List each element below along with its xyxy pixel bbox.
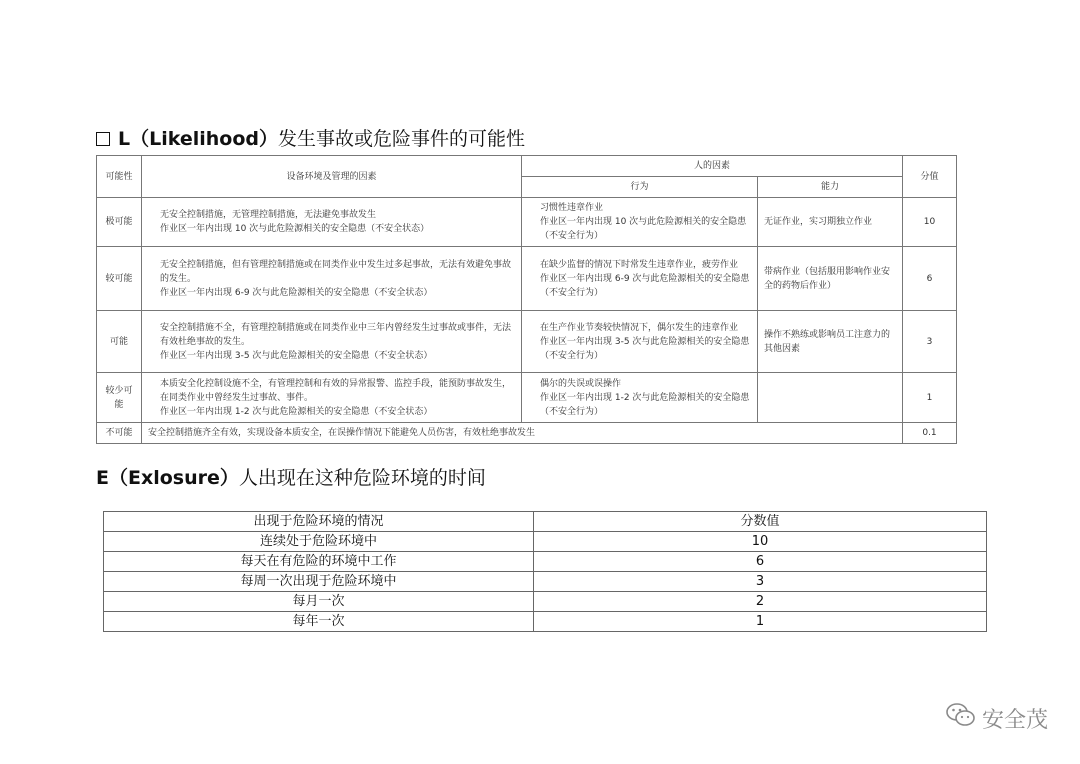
row-score: 2 — [534, 592, 987, 612]
environment-line: 作业区一年内出现 10 次与此危险源相关的安全隐患（不安全状态） — [160, 224, 430, 234]
row-level: 可能 — [97, 311, 142, 373]
checkbox-icon — [96, 132, 110, 146]
behavior-line: 作业区一年内出现 10 次与此危险源相关的安全隐患（不安全行为） — [540, 217, 747, 241]
row-score: 1 — [534, 612, 987, 632]
header-behavior: 行为 — [522, 177, 758, 198]
row-level: 较可能 — [97, 247, 142, 311]
environment-line: 作业区一年内出现 1-2 次与此危险源相关的安全隐患（不安全状态） — [160, 406, 433, 417]
section-l-title-latin: L（Likelihood） — [118, 128, 278, 150]
row-environment: 安全控制措施齐全有效，实现设备本质安全，在误操作情况下能避免人员伤害，有效杜绝事故发生 — [142, 423, 903, 444]
behavior-line: 在缺少监督的情况下时常发生违章作业，疲劳作业 — [540, 259, 739, 270]
section-e-title-latin: E（Exlosure） — [96, 467, 239, 489]
section-e-title-zh: 人出现在这种危险环境的时间 — [238, 467, 486, 489]
section-l-title-zh: 发生事故或危险事件的可能性 — [278, 128, 526, 150]
table-row — [97, 198, 957, 247]
row-ability — [758, 373, 903, 423]
row-score: 6 — [903, 247, 957, 311]
row-score: 3 — [534, 572, 987, 592]
header-score: 分数值 — [534, 512, 987, 532]
behavior-line: 作业区一年内出现 3-5 次与此危险源相关的安全隐患（不安全行为） — [540, 336, 750, 361]
row-environment — [142, 373, 522, 423]
row-behavior — [522, 247, 758, 311]
row-situation: 每周一次出现于危险环境中 — [104, 572, 534, 592]
row-score: 6 — [534, 552, 987, 572]
row-score: 3 — [903, 311, 957, 373]
table-row — [97, 373, 957, 423]
environment-line: 安全控制措施不全，有管理控制措施或在同类作业中三年内曾经发生过事故或事件，无法有效杜绝事故的发生。 — [160, 322, 512, 347]
header-ability: 能力 — [758, 177, 903, 198]
wechat-icon — [946, 702, 982, 734]
behavior-line: 作业区一年内出现 1-2 次与此危险源相关的安全隐患（不安全行为） — [540, 392, 750, 417]
row-ability: 带病作业（包括服用影响作业安全的药物后作业） — [758, 247, 903, 311]
environment-line: 无安全控制措施，但有管理控制措施或在同类作业中发生过多起事故，无法有效避免事故的发生。 — [160, 259, 512, 284]
section-e-heading — [96, 463, 486, 490]
table-row — [97, 247, 957, 311]
table-row — [104, 532, 987, 552]
row-behavior — [522, 373, 758, 423]
row-score: 10 — [534, 532, 987, 552]
row-behavior — [522, 311, 758, 373]
row-situation: 每年一次 — [104, 612, 534, 632]
row-score: 10 — [903, 198, 957, 247]
row-level: 极可能 — [97, 198, 142, 247]
header-possibility: 可能性 — [97, 156, 142, 198]
table-row — [97, 423, 957, 444]
table-row — [97, 311, 957, 373]
row-behavior — [522, 198, 758, 247]
row-score: 1 — [903, 373, 957, 423]
row-level: 不可能 — [97, 423, 142, 444]
table-row — [104, 592, 987, 612]
row-ability: 操作不熟练或影响员工注意力的其他因素 — [758, 311, 903, 373]
section-l-heading — [96, 124, 525, 151]
row-ability: 无证作业，实习期独立作业 — [758, 198, 903, 247]
watermark-text: 安全茂 — [981, 707, 1048, 733]
row-environment — [142, 198, 522, 247]
row-score: 0.1 — [903, 423, 957, 444]
behavior-line: 偶尔的失误或误操作 — [540, 378, 622, 389]
environment-line: 作业区一年内出现 3-5 次与此危险源相关的安全隐患（不安全状态） — [160, 350, 433, 361]
row-level: 较少可能 — [97, 373, 142, 423]
row-situation: 连续处于危险环境中 — [104, 532, 534, 552]
behavior-line: 作业区一年内出现 6-9 次与此危险源相关的安全隐患（不安全行为） — [540, 273, 750, 298]
environment-line: 无安全控制措施，无管理控制措施，无法避免事故发生 — [160, 210, 377, 220]
likelihood-table — [96, 155, 957, 444]
row-environment — [142, 311, 522, 373]
table-row — [104, 552, 987, 572]
header-human: 人的因素 — [522, 156, 903, 177]
table-row — [104, 572, 987, 592]
header-situation: 出现于危险环境的情况 — [104, 512, 534, 532]
exposure-table — [103, 511, 987, 632]
row-situation: 每天在有危险的环境中工作 — [104, 552, 534, 572]
table-row — [104, 612, 987, 632]
header-environment: 设备环境及管理的因素 — [142, 156, 522, 198]
environment-line: 本质安全化控制设施不全，有管理控制和有效的异常报警、监控手段，能预防事故发生，在同类作业中曾经发生过事故、事件。 — [160, 378, 512, 403]
row-situation: 每月一次 — [104, 592, 534, 612]
behavior-line: 在生产作业节奏较快情况下，偶尔发生的违章作业 — [540, 322, 739, 333]
behavior-line: 习惯性违章作业 — [540, 203, 604, 213]
environment-line: 作业区一年内出现 6-9 次与此危险源相关的安全隐患（不安全状态） — [160, 287, 433, 298]
row-environment — [142, 247, 522, 311]
header-score: 分值 — [903, 156, 957, 198]
watermark — [946, 702, 1048, 734]
